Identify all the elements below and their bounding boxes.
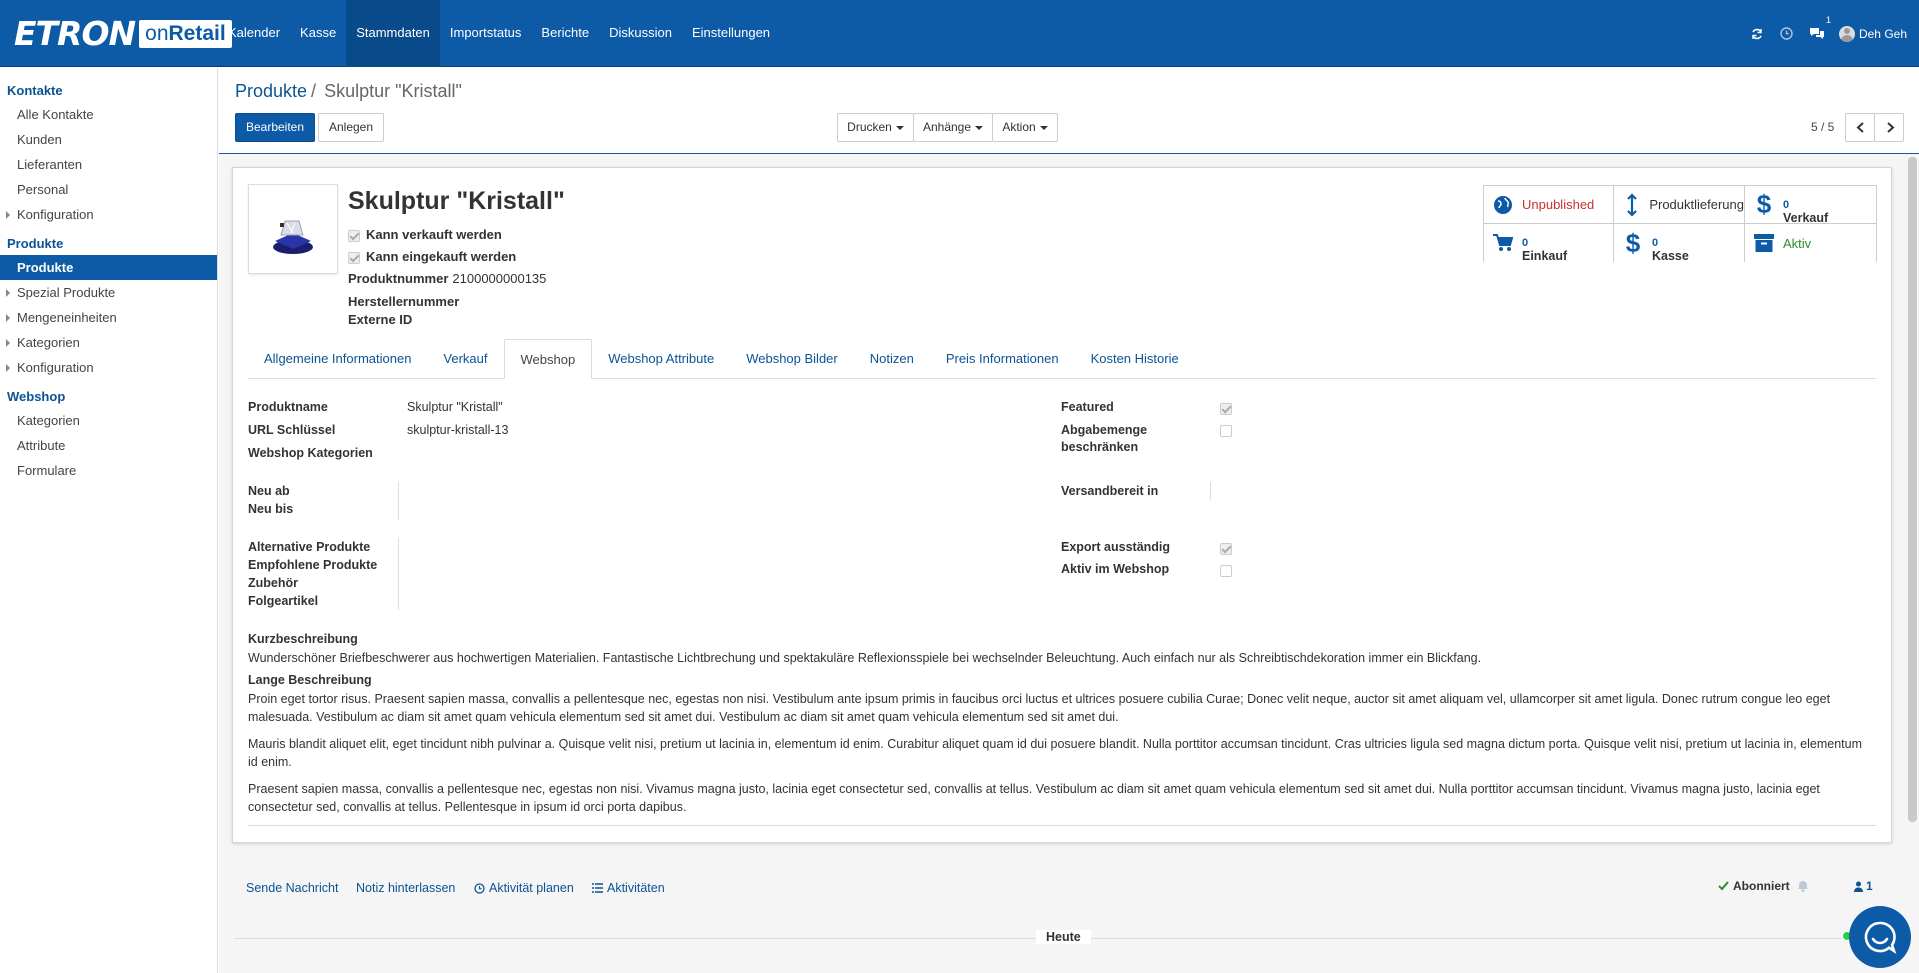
active-label: Aktiv	[1783, 235, 1812, 251]
pager-previous-button[interactable]	[1845, 113, 1875, 142]
clock-icon	[474, 883, 485, 894]
successor-label: Folgeartikel	[248, 594, 319, 608]
archive-toggle-button[interactable]	[1745, 224, 1876, 262]
sidebar-item-webshop-attribute[interactable]: Attribute	[17, 438, 66, 453]
export-pending-checkbox[interactable]	[1220, 543, 1232, 555]
long-description-paragraph[interactable]: Mauris blandit aliquet elit, eget tincidunt nibh pulvinar a. Quisque velit nisi, pretium ut lacinia in, elementum id enim. Curabitur aliquet quam id dui posuere blandit. Nulla porttitor accumsan tincidunt. Cras ultricies ligula sed magna dictum porta. Quisque velit nisi, pretium ut lacinia in, elementum id enim.	[248, 737, 1863, 769]
schedule-activity-label: Aktivität planen	[489, 881, 574, 895]
short-description-label: Kurzbeschreibung	[248, 632, 358, 646]
product-name-label: Produktname	[248, 400, 328, 414]
systray	[1749, 0, 1907, 67]
delivery-label: Produktlieferung	[1649, 197, 1744, 212]
sidebar-item-produkte[interactable]: Produkte	[0, 255, 217, 280]
action-label: Aktion	[1002, 120, 1036, 134]
ready-to-ship-label: Versandbereit in	[1061, 484, 1159, 498]
shopping-cart-icon	[1492, 233, 1514, 253]
product-number-value: 2100000000135	[452, 271, 547, 286]
featured-label: Featured	[1061, 400, 1114, 414]
sidebar-item-lieferanten[interactable]: Lieferanten	[17, 157, 83, 172]
attachments-label: Anhänge	[922, 120, 972, 134]
log-note-link[interactable]: Notiz hinterlassen	[356, 881, 456, 895]
purchase-button[interactable]	[1484, 224, 1614, 262]
publish-label: Unpublished	[1522, 197, 1595, 212]
webshop-categories-field[interactable]	[407, 444, 707, 462]
webshop-categories-label: Webshop Kategorien	[248, 446, 373, 460]
breadcrumb	[235, 81, 462, 102]
external-id-label: Externe ID	[348, 312, 413, 327]
tab-kosten-historie[interactable]: Kosten Historie	[1090, 351, 1179, 366]
menu-kalender[interactable]: Kalender	[228, 25, 281, 40]
avatar	[1839, 26, 1855, 42]
product-number-field	[348, 271, 546, 286]
new-to-label: Neu bis	[248, 502, 294, 516]
sidebar-item-personal[interactable]: Personal	[17, 182, 69, 197]
sidebar-item-alle-kontakte[interactable]: Alle Kontakte	[17, 107, 94, 122]
sidebar-item-label: Konfiguration	[17, 360, 94, 375]
caret-right-icon	[6, 339, 10, 347]
live-chat-button[interactable]	[1849, 906, 1911, 968]
menu-einstellungen[interactable]: Einstellungen	[691, 25, 771, 40]
pager-value[interactable]: 5 / 5	[1811, 120, 1835, 134]
brand-logo-text: ETRON	[14, 14, 136, 53]
today-label: Heute	[1036, 930, 1091, 944]
url-key-label: URL Schlüssel	[248, 423, 336, 437]
menu-kasse[interactable]: Kasse	[300, 25, 337, 40]
stat-buttons	[1483, 185, 1877, 262]
attachments-dropdown[interactable]	[913, 113, 993, 142]
notebook-tabs	[248, 339, 1876, 379]
can-be-sold-field	[348, 227, 502, 242]
purchase-label: Einkauf	[1522, 249, 1568, 263]
refresh-icon[interactable]	[1749, 26, 1765, 42]
tab-webshop-attribute[interactable]: Webshop Attribute	[608, 351, 715, 366]
tab-allgemeine-informationen[interactable]: Allgemeine Informationen	[264, 351, 412, 366]
menu-diskussion[interactable]: Diskussion	[609, 25, 672, 40]
sidebar-item-kategorien[interactable]	[0, 330, 217, 355]
globe-icon	[1492, 195, 1514, 215]
sidebar-item-webshop-formulare[interactable]: Formulare	[17, 463, 77, 478]
sidebar-item-webshop-kategorien[interactable]: Kategorien	[17, 413, 80, 428]
sidebar-item-label: Konfiguration	[17, 207, 94, 222]
clock-icon[interactable]	[1779, 26, 1795, 42]
active-in-webshop-checkbox[interactable]	[1220, 565, 1232, 577]
caret-down-icon	[975, 126, 983, 130]
new-from-field[interactable]	[407, 484, 707, 500]
sidebar-item-label: Spezial Produkte	[17, 285, 116, 300]
following-button[interactable]	[1718, 879, 1790, 893]
brand-logo-sub: onRetail	[139, 20, 232, 48]
publish-button[interactable]	[1484, 186, 1614, 224]
tab-verkauf[interactable]: Verkauf	[443, 351, 488, 366]
caret-right-icon	[6, 314, 10, 322]
long-description-paragraph[interactable]: Praesent sapien massa, convallis a pellentesque nec, egestas non nisi. Vivamus magna justo, lacinia eget consectetur sed, convallis at tellus. Vestibulum ac diam sit amet quam vehicula elementum sed sit amet dui. Nulla porttitor accumsan tincidunt. Vivamus magna justo, lacinia eget consectetur sed, convallis at tellus. Pellentesque in ipsum id orci porta dapibus.	[248, 782, 1820, 814]
schedule-activity-link[interactable]	[474, 881, 574, 895]
can-be-purchased-checkbox[interactable]	[348, 252, 360, 264]
tab-webshop[interactable]: Webshop	[504, 339, 593, 379]
sidebar	[0, 68, 218, 973]
delivery-button[interactable]	[1614, 186, 1745, 224]
purchase-count: 0	[1522, 237, 1529, 249]
followers-count: 1	[1866, 879, 1873, 893]
product-name-field[interactable]: Skulptur "Kristall"	[407, 400, 503, 414]
sidebar-section-produkte[interactable]: Produkte	[7, 236, 64, 251]
pager-next-button[interactable]	[1874, 113, 1904, 142]
pos-button[interactable]	[1614, 224, 1745, 262]
user-icon	[1854, 881, 1863, 892]
tab-webshop-bilder[interactable]: Webshop Bilder	[746, 351, 838, 366]
tab-notizen[interactable]: Notizen	[869, 351, 914, 366]
export-pending-label: Export ausständig	[1061, 540, 1171, 554]
caret-down-icon	[1040, 126, 1048, 130]
sidebar-section-kontakte[interactable]: Kontakte	[7, 83, 63, 98]
user-menu[interactable]	[1839, 26, 1907, 42]
tab-preis-informationen[interactable]: Preis Informationen	[945, 351, 1059, 366]
edit-button[interactable]: Bearbeiten	[235, 113, 315, 142]
caret-right-icon	[6, 211, 10, 219]
print-dropdown[interactable]	[837, 113, 914, 142]
top-navbar	[0, 0, 1919, 67]
can-be-sold-checkbox[interactable]	[348, 230, 360, 242]
product-image[interactable]	[248, 184, 338, 274]
pos-label: Kasse	[1652, 249, 1689, 263]
alternative-products-label: Alternative Produkte	[248, 540, 371, 554]
sales-count: 0	[1783, 198, 1790, 211]
top-menu	[218, 0, 780, 67]
can-be-sold-label: Kann verkauft werden	[366, 227, 502, 242]
messages-icon[interactable]	[1809, 14, 1831, 42]
limit-quantity-label: Abgabemenge beschränken	[1061, 423, 1148, 454]
sales-label: Verkauf	[1783, 210, 1829, 225]
short-description-field[interactable]: Wunderschöner Briefbeschwerer aus hochwertigen Materialien. Fantastische Lichtbrechung und spektakuläre Reflexionsspiele bei wechselnder Beleuchtung. Auch einfach nur als Schreibtischdekoration immer ein Blickfang.	[248, 651, 1482, 665]
sidebar-section-webshop[interactable]: Webshop	[7, 389, 66, 404]
activities-link[interactable]	[592, 881, 665, 895]
sidebar-item-kunden[interactable]: Kunden	[17, 132, 62, 147]
pos-count: 0	[1652, 237, 1659, 249]
dollar-icon: $	[1625, 227, 1641, 258]
create-button[interactable]: Anlegen	[318, 113, 384, 142]
activities-label: Aktivitäten	[607, 881, 665, 895]
scrollbar[interactable]	[1908, 157, 1917, 822]
bell-icon[interactable]	[1797, 879, 1809, 892]
related-products-field[interactable]	[407, 540, 707, 610]
sidebar-item-spezial-produkte[interactable]	[0, 280, 217, 305]
archive-icon	[1753, 234, 1775, 252]
brand-logo[interactable]	[14, 14, 232, 53]
caret-right-icon	[6, 364, 10, 372]
accessories-label: Zubehör	[248, 576, 298, 590]
field-divider	[1210, 482, 1211, 500]
limit-quantity-checkbox[interactable]	[1220, 425, 1232, 437]
following-label: Abonniert	[1733, 879, 1790, 893]
followers-button[interactable]	[1854, 879, 1873, 893]
check-icon	[1718, 881, 1729, 891]
menu-stammdaten[interactable]: Stammdaten	[346, 0, 440, 67]
caret-right-icon	[6, 289, 10, 297]
product-number-label: Produktnummer	[348, 271, 449, 286]
recommended-products-label: Empfohlene Produkte	[248, 558, 378, 572]
sales-button[interactable]	[1745, 186, 1876, 224]
url-key-field[interactable]: skulptur-kristall-13	[407, 423, 509, 437]
menu-importstatus[interactable]: Importstatus	[449, 25, 522, 40]
user-name: Deh Geh	[1858, 26, 1907, 41]
arrows-vertical-icon	[1622, 193, 1641, 217]
messages-badge: 1	[1825, 14, 1831, 25]
divider	[248, 825, 1876, 826]
dollar-icon: $	[1756, 189, 1772, 219]
print-label: Drucken	[847, 120, 892, 134]
menu-berichte[interactable]: Berichte	[541, 25, 590, 40]
field-divider	[398, 538, 399, 610]
list-icon	[592, 883, 603, 893]
caret-down-icon	[896, 126, 904, 130]
sidebar-item-label: Mengeneinheiten	[17, 310, 117, 325]
breadcrumb-parent[interactable]: Produkte	[235, 81, 308, 101]
can-be-purchased-label: Kann eingekauft werden	[366, 249, 517, 264]
manufacturer-number-label: Herstellernummer	[348, 294, 460, 309]
sidebar-item-produkte-konfiguration[interactable]	[0, 355, 217, 380]
breadcrumb-separator: /	[311, 81, 317, 101]
breadcrumb-current: Skulptur "Kristall"	[324, 81, 462, 101]
long-description-paragraph[interactable]: Proin eget tortor risus. Praesent sapien massa, convallis a pellentesque nec, egestas non nisi. Vestibulum ante ipsum primis in faucibus orci luctus et ultrices posuere cubilia Curae; Donec velit neque, auctor sit amet aliquam vel, ullamcorper sit amet ligula. Donec rutrum congue leo eget malesuada. Vestibulum ac diam sit amet quam vehicula elementum sed sit amet dui. Vestibulum ac diam sit amet quam vehicula elementum sed sit amet dui.	[248, 692, 1831, 724]
ready-to-ship-field[interactable]	[1218, 483, 1418, 501]
new-to-field[interactable]	[407, 502, 707, 518]
new-from-label: Neu ab	[248, 484, 290, 498]
field-divider	[398, 482, 399, 520]
sidebar-item-mengeneinheiten[interactable]	[0, 305, 217, 330]
chat-icon	[1862, 919, 1898, 955]
active-in-webshop-label: Aktiv im Webshop	[1061, 562, 1170, 576]
featured-checkbox[interactable]	[1220, 403, 1232, 415]
send-message-link[interactable]: Sende Nachricht	[246, 881, 339, 895]
action-dropdown[interactable]	[992, 113, 1058, 142]
sidebar-item-label: Kategorien	[17, 335, 80, 350]
sidebar-item-konfiguration[interactable]	[0, 202, 217, 227]
product-title: Skulptur "Kristall"	[348, 187, 565, 215]
can-be-purchased-field	[348, 249, 516, 264]
long-description-label: Lange Beschreibung	[248, 673, 372, 687]
